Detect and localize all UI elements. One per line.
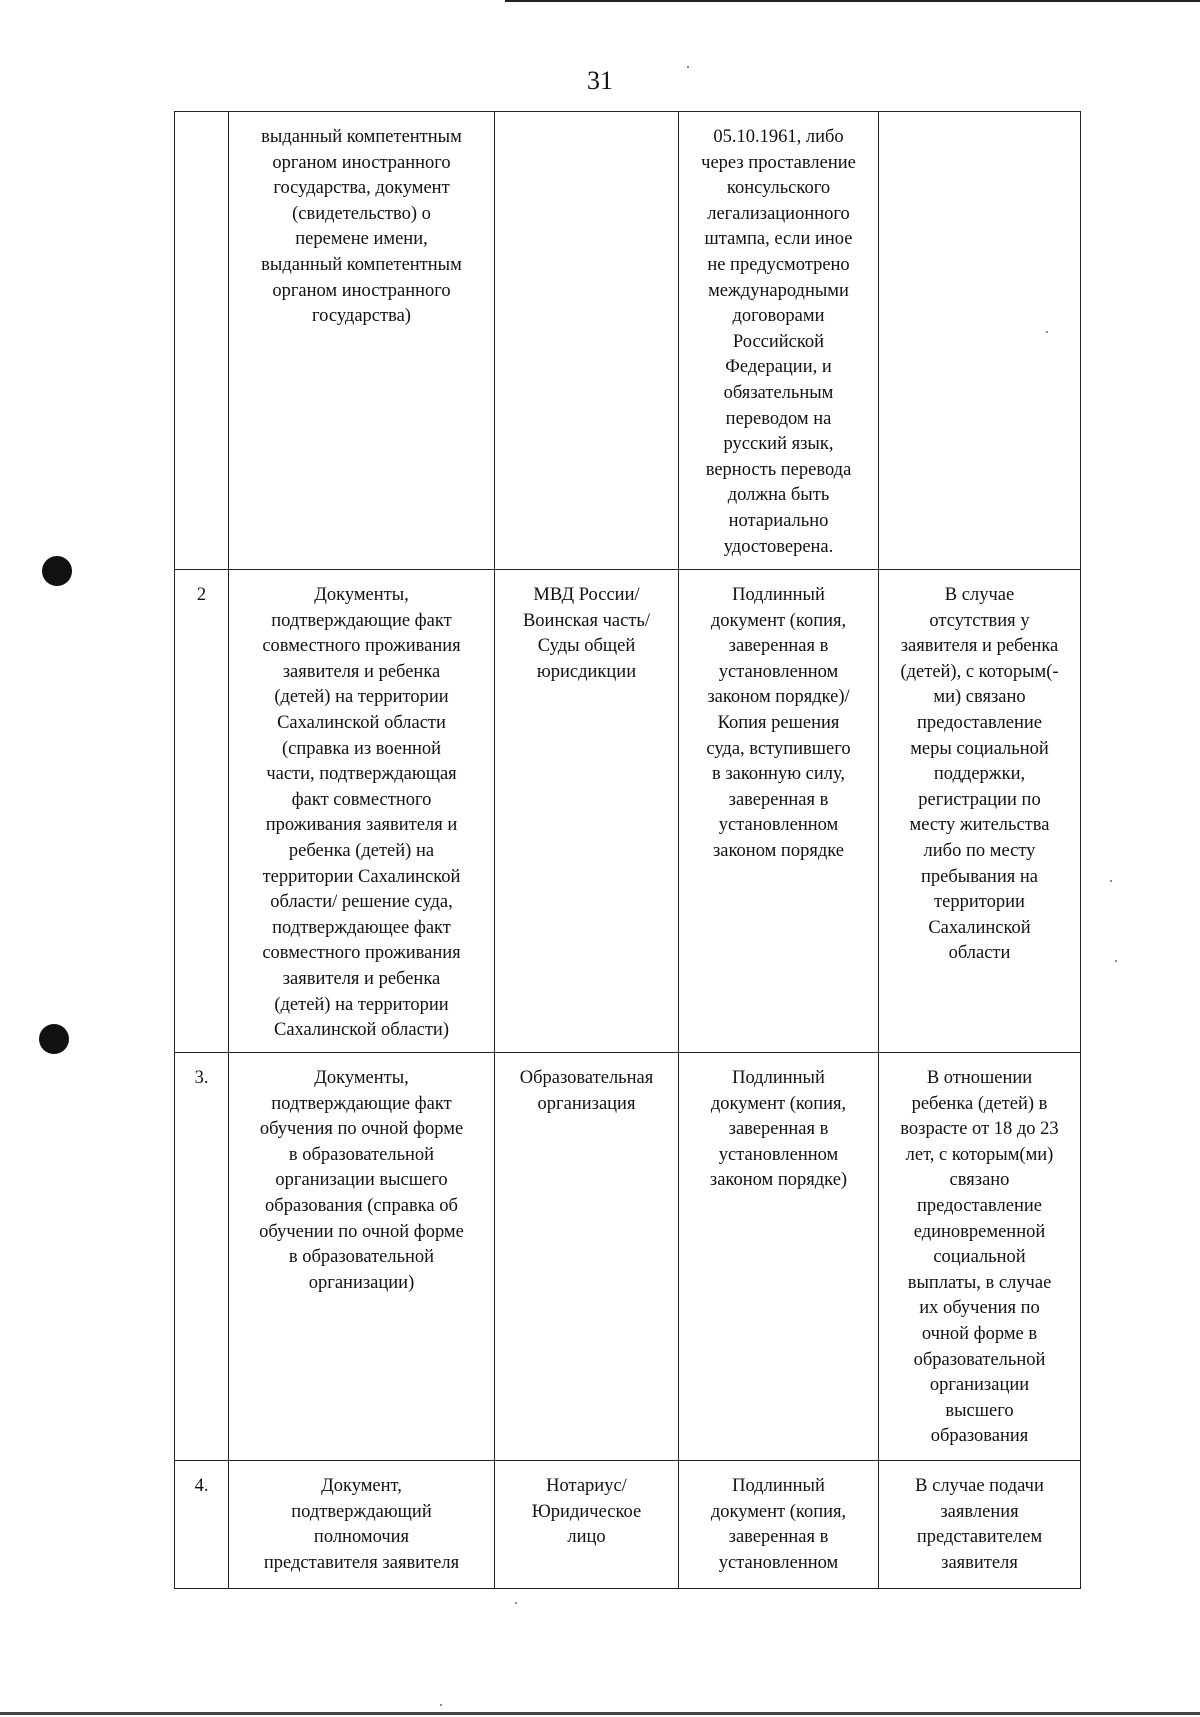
table-row <box>175 1053 1081 1461</box>
cell-text-line: законом порядке <box>712 840 844 861</box>
cell-text-line: государства) <box>312 306 411 327</box>
cell-text-line: Документы, <box>314 1068 409 1088</box>
cell-text-line: регистрации по <box>918 789 1041 810</box>
form-cell <box>679 112 879 570</box>
issuer-cell <box>495 1461 679 1589</box>
cell-text-line: в образовательной <box>288 1247 435 1268</box>
cell-text-line: подтверждающие факт <box>271 1093 452 1114</box>
cell-text-line: Федерации, и <box>725 357 832 378</box>
cell-text-line: через проставление <box>701 152 856 173</box>
cell-text-line: обучении по очной форме <box>259 1221 464 1242</box>
cell-text-line: лицо <box>567 1527 606 1548</box>
cell-text-line: выданный компетентным <box>261 127 462 147</box>
cell-text-line: высшего <box>945 1400 1014 1421</box>
cell-text-line: образования <box>930 1426 1029 1447</box>
top-rule <box>505 0 1200 2</box>
cell-text-line: предоставление <box>917 1195 1042 1216</box>
document-cell <box>229 570 495 1053</box>
cell-text-line: штампа, если иное <box>704 229 853 250</box>
form-cell <box>679 1461 879 1589</box>
cell-text-line: лет, с которым(ми) <box>905 1144 1054 1165</box>
table-row <box>175 1461 1081 1589</box>
cell-text-line: части, подтверждающая <box>266 764 457 785</box>
row-number <box>175 112 229 570</box>
cell-text-line: (детей) на территории <box>274 687 449 708</box>
cell-text-line: ребенка (детей) на <box>288 840 435 861</box>
cell-text-line: В случае <box>944 585 1015 605</box>
cell-text-line: образовательной <box>913 1349 1046 1370</box>
document-cell <box>229 1461 495 1589</box>
cell-text-line: документ (копия, <box>710 610 847 631</box>
punch-hole <box>42 556 72 586</box>
cell-text-line: выданный компетентным <box>261 254 462 275</box>
cell-text-line: установленном <box>718 661 839 682</box>
cell-text-line: ми) связано <box>933 687 1026 708</box>
cell-text-line: Сахалинской области <box>277 712 446 733</box>
cell-text-line: (детей) на территории <box>274 994 449 1015</box>
cell-text-line: удостоверена. <box>723 536 834 557</box>
cell-text-line: заявителя <box>941 1552 1018 1573</box>
cell-text-line: государства, документ <box>273 178 450 199</box>
cell-text-line: документ (копия, <box>710 1093 847 1114</box>
cell-text-line: установленном <box>718 1144 839 1165</box>
cell-text-line: заверенная в <box>728 789 829 810</box>
cell-text-line: области/ решение суда, <box>270 892 453 913</box>
cell-text-line: международными <box>708 280 849 301</box>
cell-text-line: связано <box>949 1170 1010 1191</box>
cell-text-line: Подлинный <box>732 1068 825 1088</box>
scan-speck <box>687 66 689 68</box>
cell-text-line: совместного проживания <box>262 636 461 657</box>
cell-text-line: 05.10.1961, либо <box>713 127 844 147</box>
cell-text-line: отсутствия у <box>929 610 1030 631</box>
cell-text-line: меры социальной <box>910 738 1049 759</box>
cell-text-line: русский язык, <box>723 434 834 455</box>
cell-text-line: подтверждающие факт <box>271 610 452 631</box>
cell-text-line: совместного проживания <box>262 943 461 964</box>
cell-text-line: Подлинный <box>732 1476 825 1496</box>
cell-text-line: заверенная в <box>728 636 829 657</box>
cell-text-line: социальной <box>933 1247 1026 1268</box>
cell-text-line: заявителя и ребенка <box>900 636 1059 657</box>
cell-text-line: Российской <box>732 331 825 352</box>
issuer-cell <box>495 112 679 570</box>
cell-text-line: перемене имени, <box>295 229 428 250</box>
cell-text-line: (детей), с которым(- <box>900 661 1059 682</box>
note-cell <box>879 112 1081 570</box>
cell-text-line: консульского <box>726 178 831 199</box>
bottom-rule <box>0 1712 1200 1715</box>
issuer-cell <box>495 570 679 1053</box>
cell-text-line: заявления <box>940 1501 1019 1522</box>
cell-text-line: законом порядке) <box>709 1170 848 1191</box>
scan-speck <box>515 1602 517 1604</box>
cell-text-line: В случае подачи <box>915 1476 1044 1496</box>
cell-text-line: единовременной <box>913 1221 1046 1242</box>
cell-text-line: МВД России/ <box>533 585 640 605</box>
cell-text-line: Сахалинской области) <box>273 1020 449 1041</box>
cell-text-line: либо по месту <box>923 840 1036 861</box>
cell-text-line: организация <box>537 1093 636 1114</box>
cell-text-line: представителя заявителя <box>263 1552 460 1573</box>
cell-text-line: факт совместного <box>291 789 432 810</box>
note-cell <box>879 1461 1081 1589</box>
page-number: 31 <box>587 66 613 95</box>
punch-hole <box>39 1024 69 1054</box>
cell-text-line: области <box>948 943 1011 964</box>
cell-text-line: Суды общей <box>537 636 636 657</box>
cell-text-line: органом иностранного <box>272 152 451 173</box>
cell-text-line: договорами <box>732 306 825 327</box>
cell-text-line: территории <box>934 892 1025 913</box>
issuer-cell <box>495 1053 679 1461</box>
cell-text-line: образования (справка об <box>265 1195 458 1216</box>
cell-text-line: Образовательная <box>519 1068 654 1088</box>
form-cell <box>679 570 879 1053</box>
documents-table <box>174 111 1081 1589</box>
cell-text-line: очной форме в <box>921 1323 1038 1344</box>
cell-text-line: возрасте от 18 до 23 <box>900 1119 1059 1140</box>
cell-text-line: Юридическое <box>531 1501 642 1522</box>
cell-text-line: Нотариус/ <box>546 1476 627 1496</box>
cell-text-line: юрисдикции <box>536 661 637 682</box>
cell-text-line: обучения по очной форме <box>259 1119 464 1140</box>
cell-text-line: их обучения по <box>919 1298 1040 1319</box>
cell-text-line: предоставление <box>917 712 1042 733</box>
table-row <box>175 112 1081 570</box>
cell-text-line: суда, вступившего <box>706 738 851 759</box>
cell-text-line: (справка из военной <box>281 738 442 759</box>
row-number: 2 <box>175 570 229 1053</box>
cell-text-line: организации) <box>308 1272 415 1293</box>
cell-text-line: должна быть <box>727 485 830 506</box>
cell-text-line: верность перевода <box>705 459 852 480</box>
cell-text-line: Сахалинской <box>928 917 1031 938</box>
document-cell <box>229 1053 495 1461</box>
row-number: 3. <box>175 1053 229 1461</box>
cell-text-line: не предусмотрено <box>707 254 850 275</box>
cell-text-line: заверенная в <box>728 1527 829 1548</box>
cell-text-line: организации высшего <box>275 1170 448 1191</box>
cell-text-line: подтверждающий <box>291 1501 432 1522</box>
cell-text-line: в образовательной <box>288 1144 435 1165</box>
cell-text-line: установленном <box>718 1552 839 1573</box>
cell-text-line: легализационного <box>707 203 850 224</box>
cell-text-line: Подлинный <box>732 585 825 605</box>
cell-text-line: (свидетельство) о <box>292 203 431 224</box>
cell-text-line: заверенная в <box>728 1119 829 1140</box>
scan-speck <box>1115 960 1117 962</box>
cell-text-line: Воинская часть/ <box>522 610 651 631</box>
cell-text-line: представителем <box>916 1527 1043 1548</box>
row-number: 4. <box>175 1461 229 1589</box>
cell-text-line: выплаты, в случае <box>907 1272 1052 1293</box>
scan-speck <box>1110 880 1112 882</box>
cell-text-line: проживания заявителя и <box>265 815 458 836</box>
cell-text-line: организации <box>929 1375 1030 1396</box>
cell-text-line: поддержки, <box>933 764 1026 785</box>
cell-text-line: полномочия <box>313 1527 410 1548</box>
note-cell <box>879 1053 1081 1461</box>
cell-text-line: ребенка (детей) в <box>911 1093 1048 1114</box>
cell-text-line: переводом на <box>725 408 832 429</box>
cell-text-line: установленном <box>718 815 839 836</box>
cell-text-line: законом порядке)/ <box>707 687 850 708</box>
cell-text-line: территории Сахалинской <box>262 866 461 887</box>
cell-text-line: документ (копия, <box>710 1501 847 1522</box>
document-cell <box>229 112 495 570</box>
cell-text-line: обязательным <box>723 382 834 403</box>
cell-text-line: подтверждающее факт <box>272 917 451 938</box>
cell-text-line: нотариально <box>728 510 829 531</box>
cell-text-line: Документы, <box>314 585 409 605</box>
note-cell <box>879 570 1081 1053</box>
cell-text-line: Копия решения <box>717 712 840 733</box>
cell-text-line: заявителя и ребенка <box>282 661 441 682</box>
form-cell <box>679 1053 879 1461</box>
scan-speck <box>440 1704 442 1706</box>
cell-text-line: в законную силу, <box>711 764 846 785</box>
cell-text-line: пребывания на <box>921 866 1038 887</box>
cell-text-line: Документ, <box>321 1476 402 1496</box>
cell-text-line: В отношении <box>926 1068 1033 1088</box>
table-row <box>175 570 1081 1053</box>
cell-text-line: органом иностранного <box>272 280 451 301</box>
cell-text-line: месту жительства <box>909 815 1050 836</box>
cell-text-line: заявителя и ребенка <box>282 968 441 989</box>
